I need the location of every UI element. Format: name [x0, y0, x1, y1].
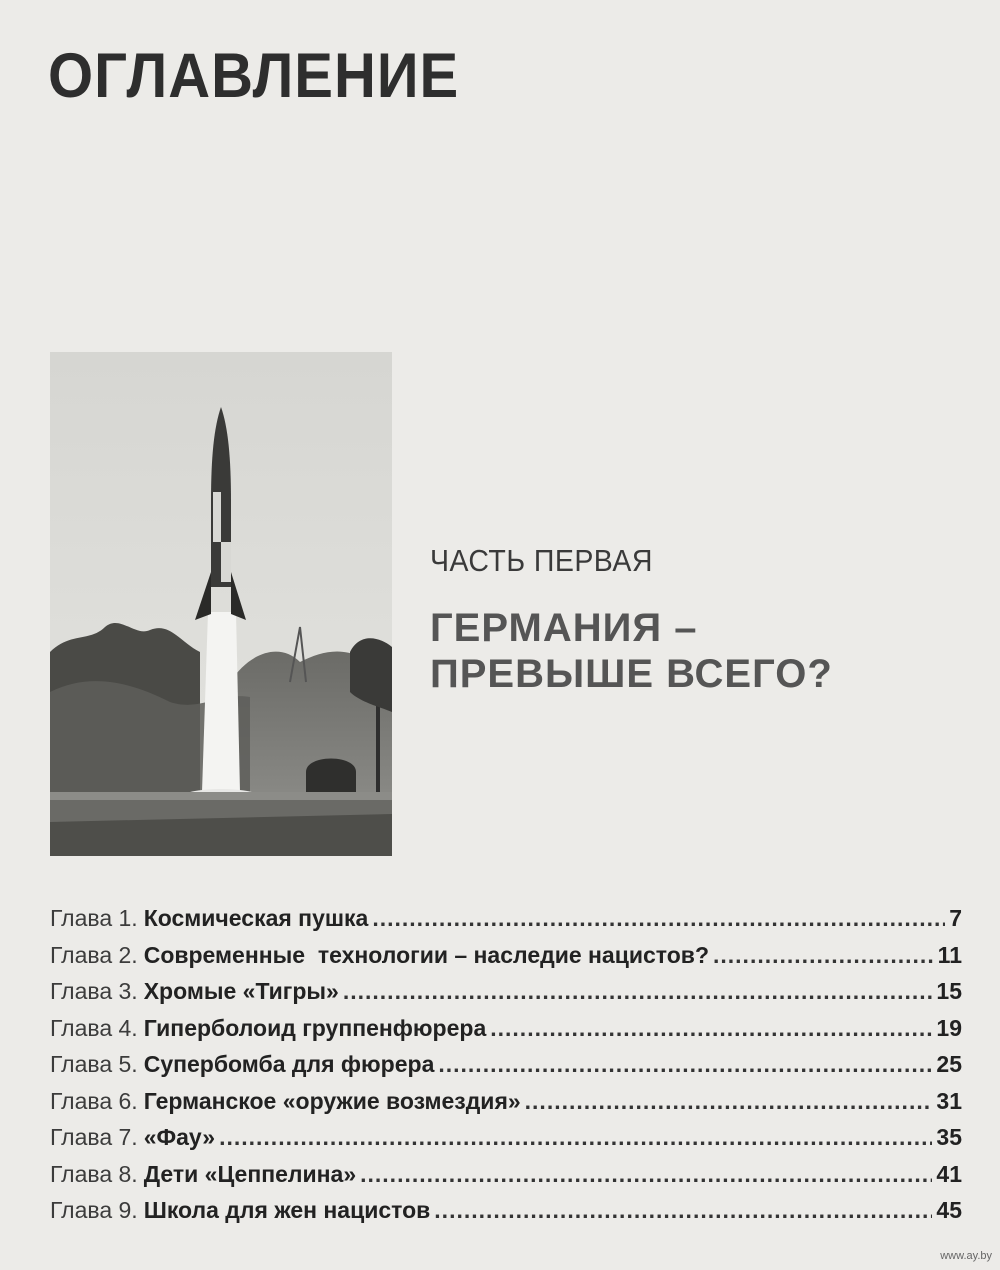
toc-chapter-number: Глава 4. — [50, 1014, 138, 1041]
toc-chapter-number: Глава 7. — [50, 1124, 138, 1150]
toc-page-number: 11 — [937, 941, 962, 968]
toc-page-number: 41 — [936, 1160, 962, 1187]
toc-chapter-title: Школа для жен нацистов — [143, 1197, 431, 1223]
part-label: ЧАСТЬ ПЕРВАЯ — [430, 543, 653, 578]
toc-leader-dots — [372, 905, 945, 932]
toc-leader-dots — [438, 1051, 932, 1078]
toc-chapter-title: Космическая пушка — [143, 905, 369, 931]
part-title-line-2: ПРЕВЫШЕ ВСЕГО? — [430, 652, 833, 696]
part-title — [430, 605, 833, 697]
toc-leader-dots — [360, 1161, 932, 1188]
toc-page-number: 45 — [936, 1197, 962, 1223]
toc-row-8[interactable] — [50, 1161, 962, 1198]
watermark: www.ay.by — [940, 1250, 992, 1262]
table-of-contents — [50, 905, 962, 1234]
toc-chapter-title: Хромые «Тигры» — [143, 978, 339, 1004]
toc-row-7[interactable] — [50, 1124, 962, 1161]
toc-leader-dots — [343, 978, 933, 1005]
toc-chapter-number: Глава 8. — [50, 1160, 138, 1187]
toc-leader-dots — [525, 1088, 933, 1115]
toc-leader-dots — [490, 1015, 932, 1042]
toc-chapter-title: Гиперболоид группенфюрера — [143, 1014, 487, 1041]
toc-row-5[interactable] — [50, 1051, 962, 1088]
toc-chapter-number: Глава 9. — [50, 1197, 138, 1223]
toc-chapter-number: Глава 1. — [50, 905, 138, 931]
toc-row-2[interactable] — [50, 942, 962, 979]
toc-chapter-title: Дети «Цеппелина» — [143, 1160, 357, 1187]
toc-chapter-number: Глава 6. — [50, 1087, 138, 1114]
toc-chapter-title: «Фау» — [143, 1124, 216, 1150]
toc-row-1[interactable] — [50, 905, 962, 942]
toc-leader-dots — [434, 1197, 932, 1224]
page-title: ОГЛАВЛЕНИЕ — [48, 41, 460, 112]
toc-chapter-number: Глава 5. — [50, 1051, 138, 1077]
toc-leader-dots — [713, 942, 934, 969]
toc-row-6[interactable] — [50, 1088, 962, 1125]
toc-row-9[interactable] — [50, 1197, 962, 1234]
toc-page-number: 25 — [936, 1051, 962, 1077]
toc-page-number: 15 — [936, 978, 962, 1004]
toc-page-number: 31 — [936, 1087, 962, 1114]
rocket-launch-photo — [50, 352, 392, 856]
toc-chapter-title: Современные технологии – наследие нацистов? — [143, 941, 709, 968]
toc-chapter-number: Глава 2. — [50, 941, 138, 968]
toc-page-number: 7 — [949, 905, 962, 931]
toc-page-number: 19 — [936, 1014, 962, 1041]
toc-chapter-number: Глава 3. — [50, 978, 138, 1004]
toc-chapter-title: Германское «оружие возмездия» — [143, 1087, 521, 1114]
toc-leader-dots — [219, 1124, 932, 1151]
part-title-line-1: ГЕРМАНИЯ – — [430, 606, 698, 650]
toc-row-3[interactable] — [50, 978, 962, 1015]
toc-row-4[interactable] — [50, 1015, 962, 1052]
toc-chapter-title: Супербомба для фюрера — [143, 1051, 435, 1077]
toc-page-number: 35 — [936, 1124, 962, 1150]
